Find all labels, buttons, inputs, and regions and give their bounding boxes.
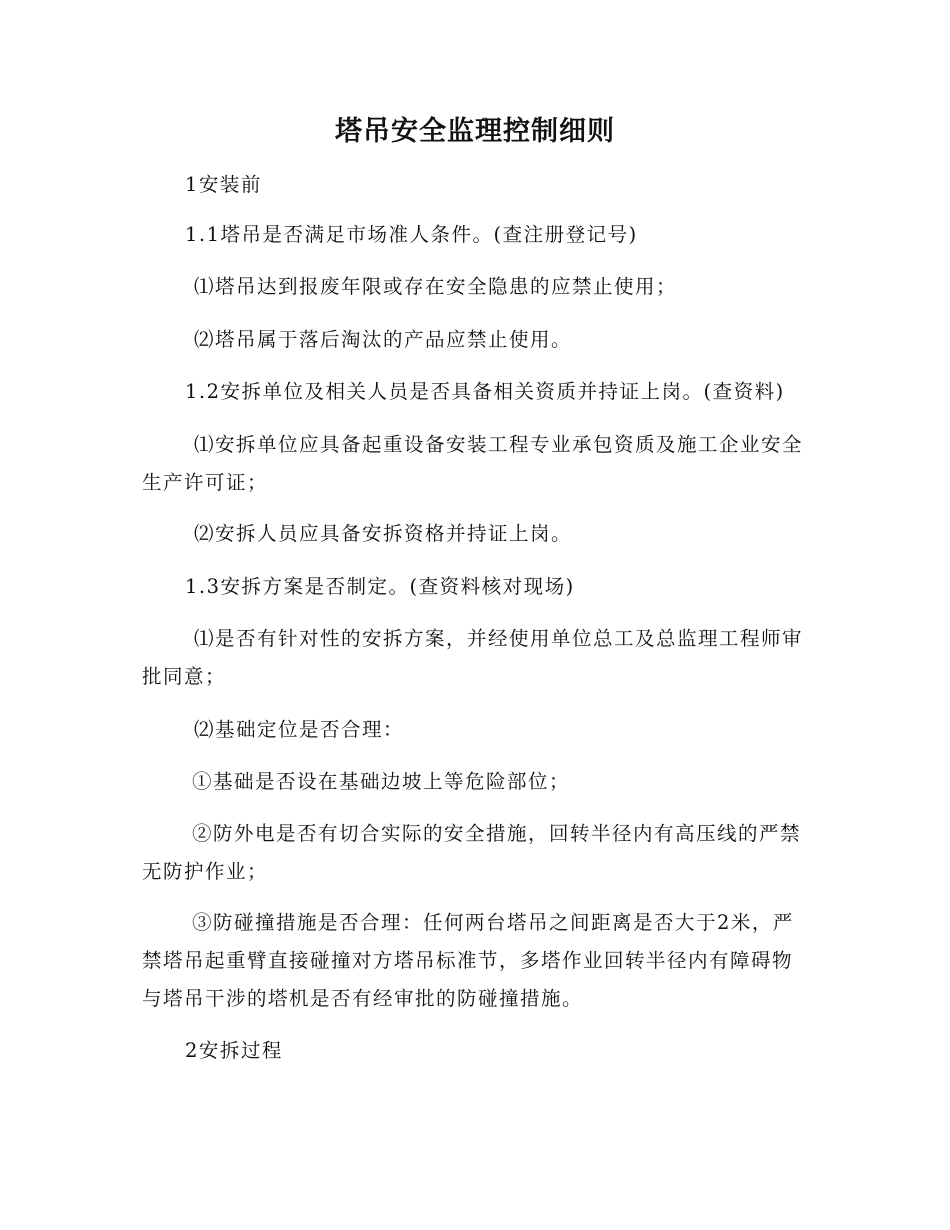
list-item: ⑴安拆单位应具备起重设备安装工程专业承包资质及施工企业安全生产许可证； xyxy=(142,433,804,494)
document-title: 塔吊安全监理控制细则 xyxy=(335,116,615,147)
subsection-heading-1-2: 1.2安拆单位及相关人员是否具备相关资质并持证上岗。(查资料) xyxy=(185,380,785,403)
list-item: ⑵安拆人员应具备安拆资格并持证上岗。 xyxy=(194,522,573,545)
list-item: ⑴是否有针对性的安拆方案，并经使用单位总工及总监理工程师审批同意； xyxy=(142,627,804,688)
sub-list-item: ③防碰撞措施是否合理：任何两台塔吊之间距离是否大于2米，严禁塔吊起重臂直接碰撞对方塔吊标准节，多塔作业回转半径内有障碍物与塔吊干涉的塔机是否有经审批的防碰撞措施。 xyxy=(142,911,794,1010)
list-item: ⑵塔吊属于落后淘汰的产品应禁止使用。 xyxy=(194,328,573,351)
subsection-heading-1-1: 1.1塔吊是否满足市场准人条件。(查注册登记号) xyxy=(185,223,638,246)
section-heading-1: 1安装前 xyxy=(185,173,262,196)
subsection-heading-1-3: 1.3安拆方案是否制定。(查资料核对现场) xyxy=(185,575,575,598)
section-heading-2: 2安拆过程 xyxy=(185,1039,283,1062)
sub-list-item: ②防外电是否有切合实际的安全措施，回转半径内有高压线的严禁无防护作业； xyxy=(142,822,802,883)
sub-list-item: ①基础是否设在基础边坡上等危险部位； xyxy=(192,770,571,793)
list-item: ⑴塔吊达到报废年限或存在安全隐患的应禁止使用； xyxy=(194,275,678,298)
list-item: ⑵基础定位是否合理： xyxy=(194,718,405,741)
